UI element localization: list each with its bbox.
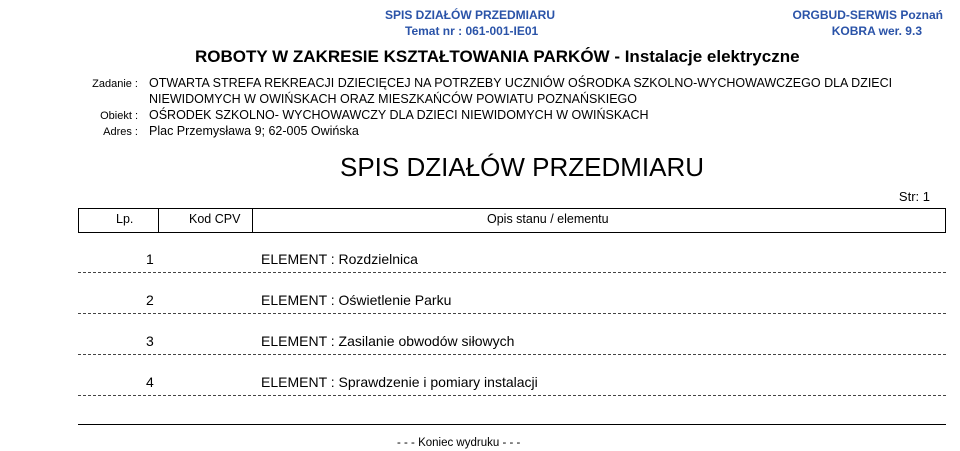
obiekt-value: OŚRODEK SZKOLNO- WYCHOWAWCZY DLA DZIECI NIEWIDOMYCH W OWIŃSKACH <box>149 108 649 122</box>
col-header-desc: Opis stanu / elementu <box>487 212 609 226</box>
col-divider-1 <box>158 208 159 232</box>
section-title: SPIS DZIAŁÓW PRZEDMIARU <box>340 152 705 182</box>
table-left-border <box>78 208 79 232</box>
adres-value: Plac Przemysława 9; 62-005 Owińska <box>149 124 359 138</box>
page-number: Str: 1 <box>898 189 930 204</box>
col-header-cpv: Kod CPV <box>189 212 241 226</box>
table-row-lp: 3 <box>146 333 154 349</box>
col-header-lp: Lp. <box>116 212 134 226</box>
adres-label: Adres : <box>103 126 138 138</box>
zadanie-line-2: NIEWIDOMYCH W OWIŃSKACH ORAZ MIESZKAŃCÓW POWIATU POZNAŃSKIEGO <box>149 92 637 106</box>
obiekt-label: Obiekt : <box>100 110 138 122</box>
table-row-desc: ELEMENT : Rozdzielnica <box>261 251 418 267</box>
table-row-lp: 4 <box>146 374 154 390</box>
table-row-desc: ELEMENT : Zasilanie obwodów siłowych <box>261 333 515 349</box>
zadanie-line-1: OTWARTA STREFA REKREACJI DZIECIĘCEJ NA POTRZEBY UCZNIÓW OŚRODKA SZKOLNO-WYCHOWAWCZEGO DLA DZIECI <box>149 76 893 90</box>
table-bottom-border <box>78 424 946 425</box>
table-row-lp: 2 <box>146 292 154 308</box>
row-separator <box>78 272 946 273</box>
header-doc-type: SPIS DZIAŁÓW PRZEDMIARU <box>385 8 555 22</box>
table-row-lp: 1 <box>146 251 154 267</box>
header-subject: Temat nr : 061-001-IE01 <box>405 24 539 38</box>
table-right-border <box>945 208 946 232</box>
header-company: ORGBUD-SERWIS Poznań <box>792 8 943 22</box>
table-row-desc: ELEMENT : Oświetlenie Parku <box>261 292 452 308</box>
table-top-border <box>78 208 946 209</box>
row-separator <box>78 395 946 396</box>
zadanie-label: Zadanie : <box>92 78 138 90</box>
table-header-bottom-border <box>78 232 946 233</box>
document-title: ROBOTY W ZAKRESIE KSZTAŁTOWANIA PARKÓW - Instalacje elektryczne <box>195 47 800 66</box>
col-divider-2 <box>252 208 253 232</box>
header-software: KOBRA wer. 9.3 <box>831 24 922 38</box>
row-separator <box>78 313 946 314</box>
footer-end-of-print: - - - Koniec wydruku - - - <box>397 437 521 449</box>
row-separator <box>78 354 946 355</box>
table-row-desc: ELEMENT : Sprawdzenie i pomiary instalacji <box>261 374 538 390</box>
